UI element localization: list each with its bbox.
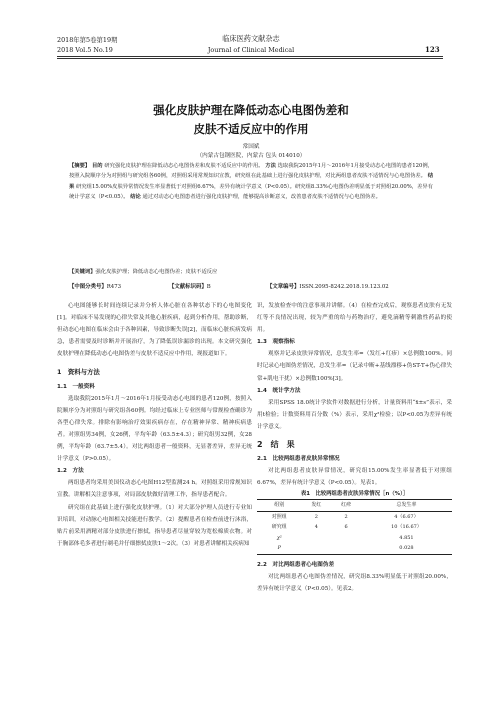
section-2-heading: 2 结 果 [257,440,295,450]
continued-paragraph: 识，发放检查中的注意事项并讲解。（4）在检查完成后，观察患者皮肤有无发红等不良情况出现，较为严重的给与药物治疗，避免滴精等刺激性药品的使用。 [257,303,452,334]
table-cell: 对照组 [271,513,287,520]
table-header-cell: 组别 [257,500,302,512]
keywords-label: 【关键词】 [69,269,96,275]
conclusion-label: 结论 [130,193,141,200]
table-cell: 2 [344,513,348,520]
objective-text: 研究强化皮肤护理在降低动态心电图伪差和皮肤不适反应中的作用。 [104,163,264,169]
result-1-paragraph: 对比两组患者皮肤异常情况，研究组15.00%发生率显著低于对照组6.67%，差异有统计学意义（P<0.05）。见表1。 [257,468,452,487]
observation-paragraph: 观察并记录皮肤异常情况，总发生率=（发红+红疹）×总例数100%。同时记录心电图伪差情况，总发生率=（记录中断+基线漂移+伪ST-T+伪心律失常+肌电干扰）×总例数100%[3]。 [257,351,452,382]
table-row [257,543,452,554]
table-row [257,511,452,522]
issue-cn: 2018年第5卷第19期 [57,36,118,44]
journal-cn: 临床医药文献杂志 [222,34,280,43]
method-paragraph-1: 两组患者均采用美国仪动态心电图H12型监测24 h。对照组采用常规知识宣教。讲解相关注意事项，对局部皮肤做好清理工作，指导患者配合。 [57,480,252,499]
affiliation: （内蒙古包钢医院，内蒙古 包头 014010） [196,153,306,159]
keywords [69,267,433,277]
conclusion-text: 通过对动态心电图患者进行强化皮肤护理，能够提高诊断意义，改善患者皮肤不适情况与心电图伪差。 [142,193,381,200]
objective-label: 目的 [91,163,103,169]
table-cell [331,543,361,554]
article-title-line2: 皮肤不适反应中的作用 [193,122,309,136]
table-cell: 2 [314,513,318,520]
keywords-text: 强化皮肤护理；降低动态心电图伪差；皮肤不适反应 [95,269,218,275]
table-row [257,522,452,533]
clc-value: R473 [106,284,122,290]
table-header-cell: 红疹 [331,500,361,512]
abstract-label: 【摘要】 [69,163,91,169]
section-1-1-heading: 1.1 一般资料 [57,383,95,390]
header-rule-2 [57,58,443,59]
articleno-value: ISSN.2095-8242.2018.19.123.02 [299,284,389,290]
section-1-2-heading: 1.2 方法 [57,468,84,475]
abstract [69,161,433,202]
article-title-line1: 强化皮肤护理在降低动态心电图伪差和 [153,103,349,117]
table-cell: 4 [314,524,318,531]
table-cell [331,533,361,544]
header-rule [57,56,443,57]
article-meta [69,282,433,290]
statistics-paragraph: 采用SPSS 18.0统计学软件对数据进行分析，计量资料用“x̄±s”表示，采用t检验；计数资料用百分数（%）表示，采用χ²检验；以P<0.05为差异有统计学意义。 [257,399,452,430]
clc-label: 【中图分类号】 [69,284,107,290]
author: 常国斌 [242,144,260,150]
intro-paragraph: 心电图能够长时间连续记录并分析人体心脏在各种状态下的心电图变化[1]。对临床不易发现的心律失常及其他心脏疾病，起到分析作用，帮助诊断，但动态心电图在临床会由于各种因素，导致诊断失误[2]，而临床心脏疾病发病急，患者需要及时诊断并开展治疗，为了降低误诊漏诊的出现。本文研究强化皮肤护理在降低动态心电图伪差与皮肤不适反应中作用，现报道如下。 [57,303,252,358]
issue-en: 2018 Vol.5 No.19 [57,46,113,54]
table-header-cell: 发红 [302,500,332,512]
data-paragraph: 选取我院2015年1月～2016年1月接受动态心电图的患者120例，按照入院顺序分为对照组与研究组各60例。均经过临床上专业医师与常规检查确诊为各型心律失常。排除有影响治疗效果疾病存在，存在精神异常、精神疾病患者。对照组男34例，女26例，平均年龄（63.5±4.3）；研究组男32例，女28例，平均年龄（63.7±5.4）。对比两组患者一般资料，无显著差异，差异无统计学意义（P>0.05）。 [57,395,252,463]
table-header-cell: 总发生率 [361,500,452,512]
result-text: 研究组15.00%皮肤异常情况发生率显著低于对照组6.67%，差异有统计学意义（P<0.05）。研究组8.33%心电图伪差明显低于对照组20.00%，差异有统计学意义（P<0.05）。 [69,183,433,200]
section-2-2-heading: 2.2 对比两组患者心电图伪差 [257,561,335,568]
section-1-heading: 1 资料与方法 [57,368,100,377]
table-cell [302,543,332,554]
doc-label: 【文献标识码】 [169,284,207,290]
table-cell: χ² [276,534,282,541]
right-column [257,300,452,595]
table-cell: 6 [344,524,348,531]
table-cell: 4（6.67） [394,513,419,520]
section-1-3-heading: 1.3 观察指标 [257,339,295,346]
method-text: 选取我院2015年1月～2016年1月接受动态心电图的患者120例，按照入院顺序分为对照组与研究组各60例，对照组采用常规知识宣教，研究组在此基础上进行强化皮肤护理，对比两组患者皮肤不适情况与心电图伪差。 [69,163,433,180]
table-cell [302,533,332,544]
table-cell: 研究组 [271,524,287,531]
method-paragraph-2: 研究组在此基础上进行强化皮肤护理。（1）对大部分护理人员进行专业知识培训，对动脉心电图相关技能进行教学。（2）提醒患者在检查前进行沐浴，贴片前采用酒精对部分皮肤进行擦拭，指导患者尽量穿较为宽松棉质衣物。对于胸部体毛多者进行剃毛并仔细擦拭皮肤1～2次。（3）对患者讲解相关疾病知 [57,504,252,547]
page-number: 123 [425,45,440,54]
table-header-row [257,500,452,512]
method-label: 方法 [265,163,276,169]
table-1-caption: 表1 比较两组患者皮肤异常情况［n（%）］ [300,491,409,498]
left-column [57,300,252,550]
table-cell: 0.028 [361,543,452,554]
journal-en: Journal of Clinical Medical [207,46,295,54]
doc-value: B [206,284,211,290]
table-cell: P [257,543,302,554]
result-2-paragraph: 对比两组患者心电图伪差情况，研究组8.33%明显低于对照组20.00%，差异有统计学意义（P<0.05）。见表2。 [257,574,452,593]
table-row [257,533,452,544]
result-label: 结果 [69,173,434,190]
table-cell: 4.851 [399,534,414,541]
section-1-4-heading: 1.4 统计学方法 [257,387,301,394]
articleno-label: 【文章编号】 [267,284,300,290]
section-2-1-heading: 2.1 比较两组患者皮肤异常情况 [257,456,340,463]
table-1 [257,499,452,555]
table-cell: 10（16.67） [391,524,422,531]
